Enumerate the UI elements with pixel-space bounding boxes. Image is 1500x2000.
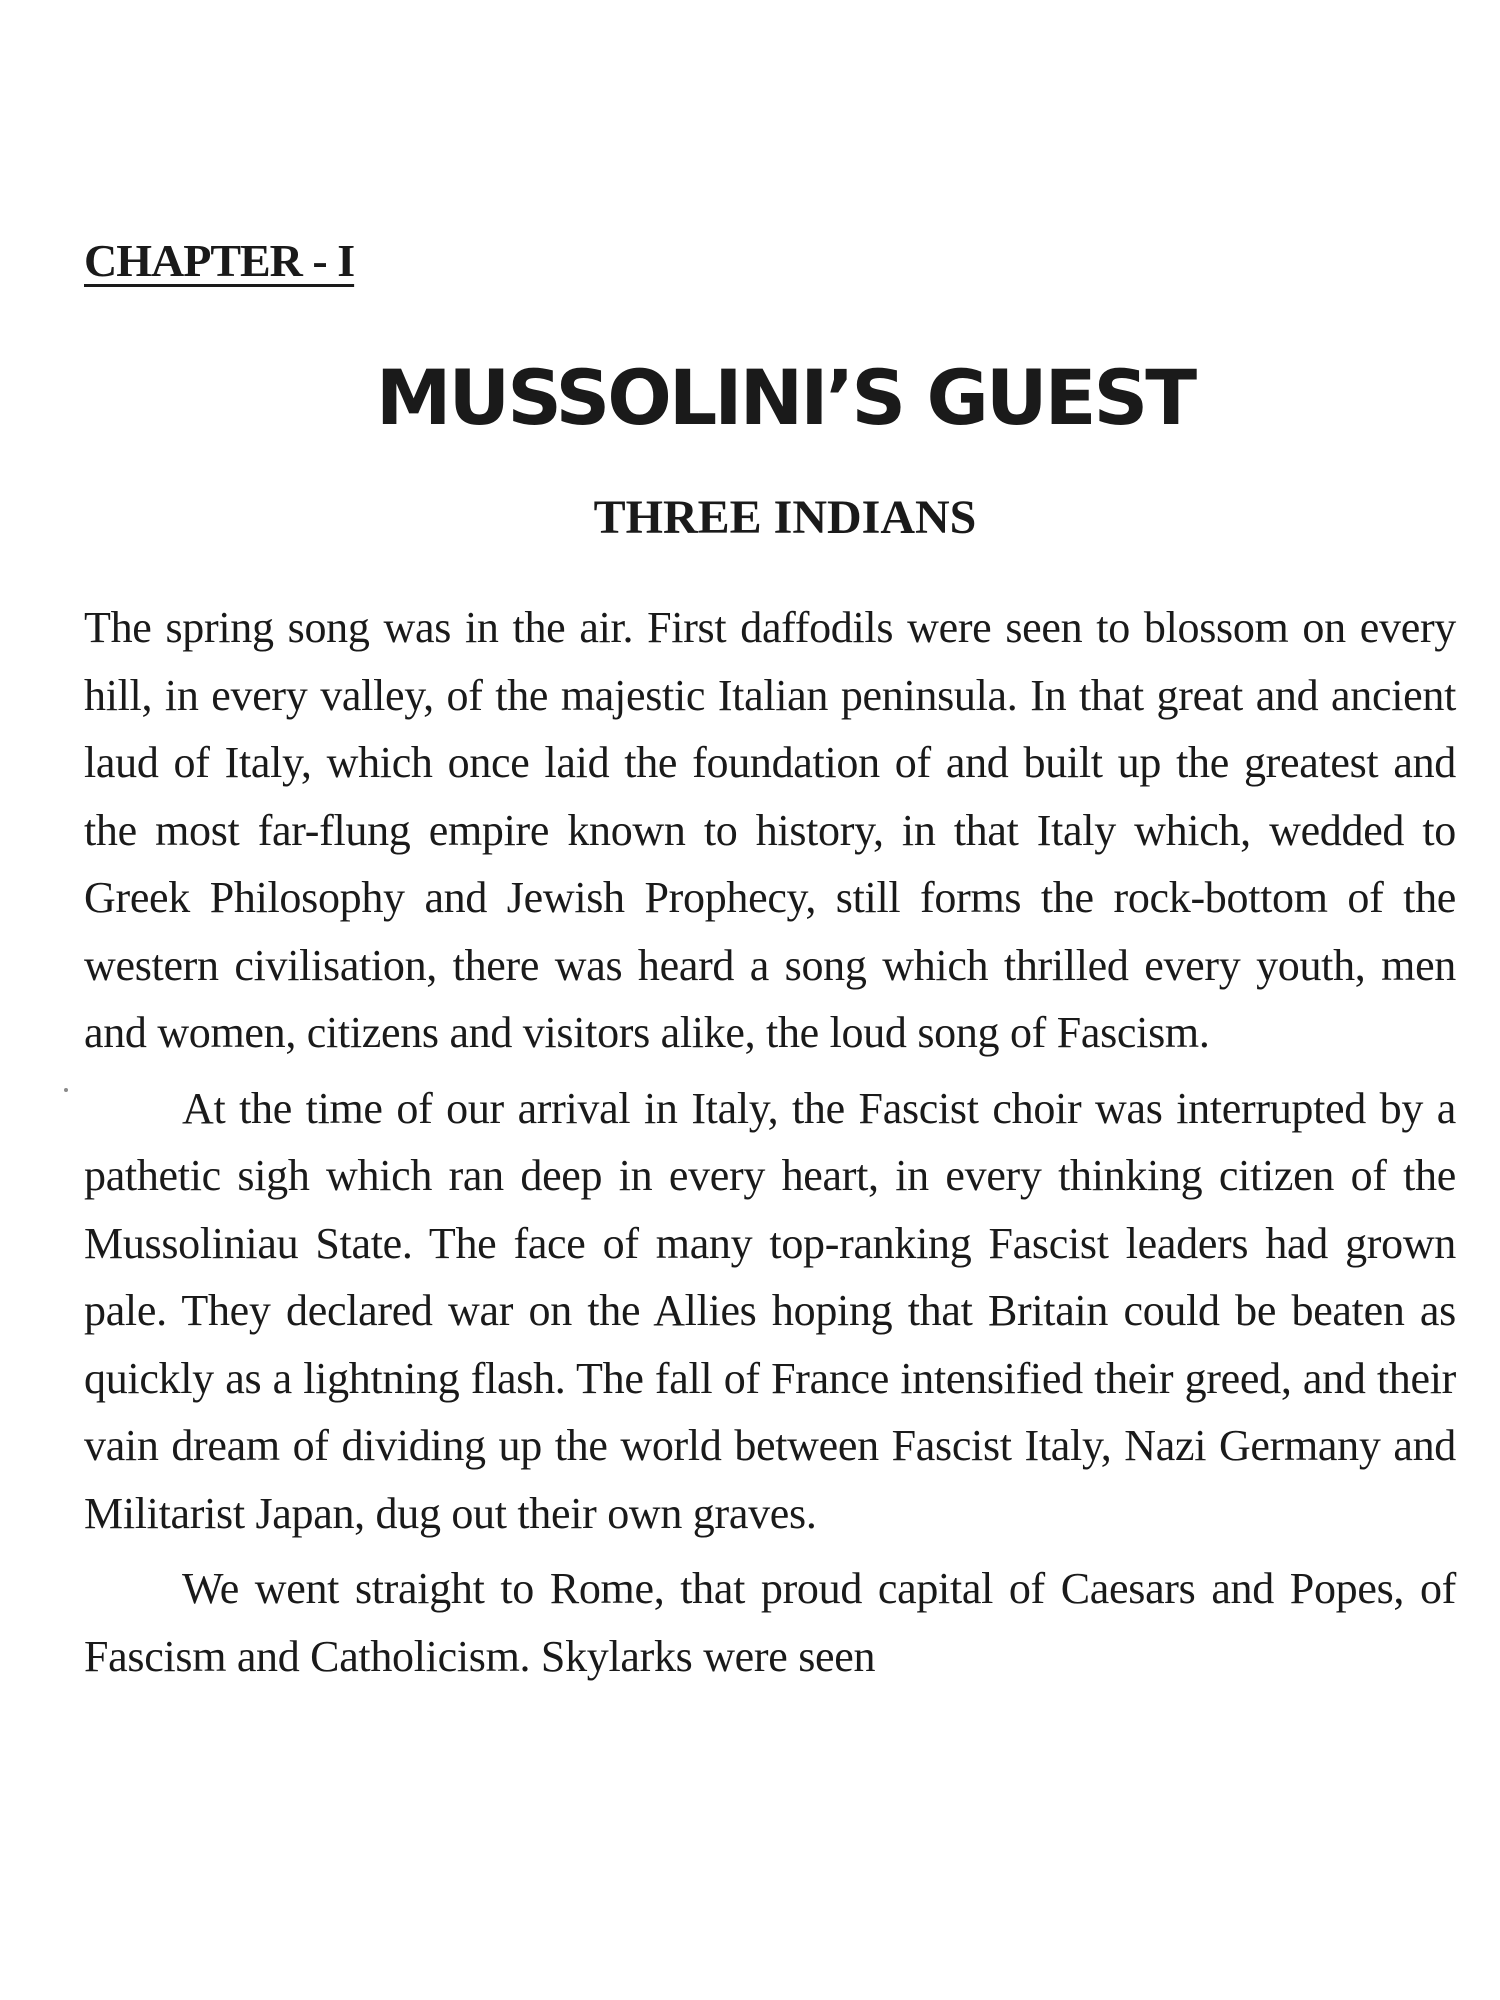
book-page bbox=[84, 230, 1456, 1690]
chapter-title: MUSSOLINI’S GUEST bbox=[375, 353, 1195, 442]
paragraph-2: At the time of our arrival in Italy, the Fascist choir was interrupted by a pathetic sigh which ran deep in every heart, in every thinking citizen of the Mussoliniau State. The face of many top-ranking Fascist leaders had grown pale. They declared war on the Allies hoping that Britain could be beaten as quickly as a lightning flash. The fall of France intensified their greed, and their vain dream of dividing up the world between Fascist Italy, Nazi Germany and Militarist Japan, dug out their own graves. bbox=[84, 1083, 1456, 1538]
scan-speck bbox=[64, 1088, 68, 1092]
paragraph-1: The spring song was in the air. First daffodils were seen to blossom on every hill, in every valley, of the majestic Italian peninsula. In that great and ancient laud of Italy, which once laid the foundation of and built up the greatest and the most far-flung empire known to history, in that Italy which, wedded to Greek Philosophy and Jewish Prophecy, still forms the rock-bottom of the western civilisation, there was heard a song which thrilled every youth, men and women, citizens and visitors alike, the loud song of Fascism. bbox=[84, 603, 1456, 1057]
section-title: THREE INDIANS bbox=[593, 491, 977, 544]
body-text bbox=[84, 594, 1456, 1690]
paragraph-3: We went straight to Rome, that proud capital of Caesars and Popes, of Fascism and Catholicism. Skylarks were seen bbox=[84, 1564, 1456, 1681]
chapter-label: CHAPTER - I bbox=[84, 235, 355, 286]
